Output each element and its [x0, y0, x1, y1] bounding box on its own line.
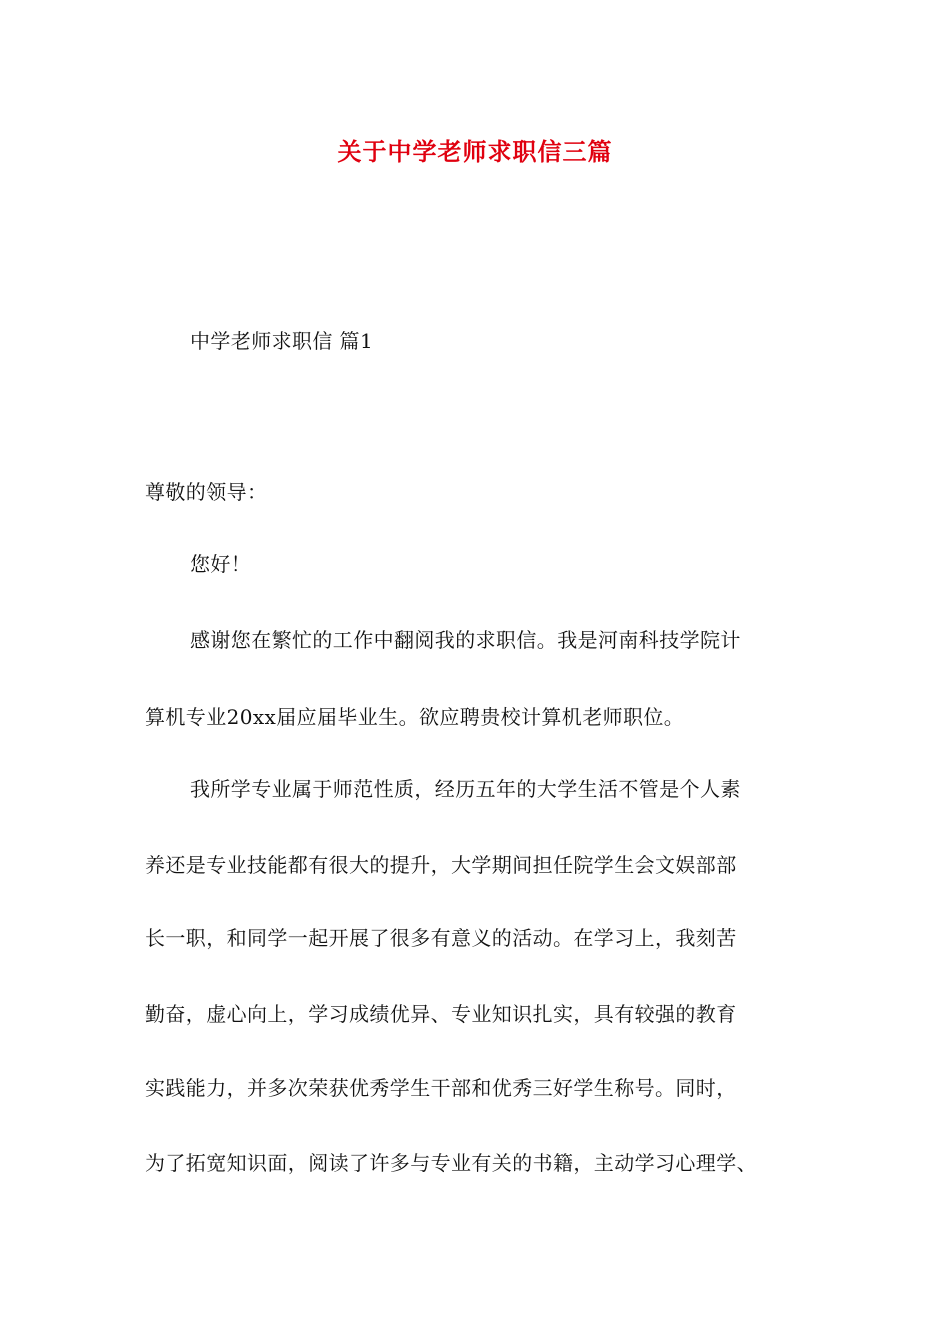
greeting: 您好！	[190, 552, 252, 576]
document-title: 关于中学老师求职信三篇	[337, 137, 613, 166]
body-line: 我所学专业属于师范性质，经历五年的大学生活不管是个人素	[190, 777, 741, 801]
body-line: 养还是专业技能都有很大的提升，大学期间担任院学生会文娱部部	[145, 853, 737, 877]
body-line: 算机专业20xx届应届毕业生。欲应聘贵校计算机老师职位。	[145, 705, 685, 729]
body-line: 感谢您在繁忙的工作中翻阅我的求职信。我是河南科技学院计	[190, 628, 741, 652]
section-heading: 中学老师求职信 篇1	[190, 329, 374, 353]
salutation: 尊敬的领导：	[145, 480, 268, 504]
body-line: 长一职，和同学一起开展了很多有意义的活动。在学习上，我刻苦	[145, 926, 737, 950]
body-line: 勤奋，虚心向上，学习成绩优异、专业知识扎实，具有较强的教育	[145, 1002, 737, 1026]
body-line: 为了拓宽知识面，阅读了许多与专业有关的书籍，主动学习心理学、	[145, 1151, 757, 1175]
body-line: 实践能力，并多次荣获优秀学生干部和优秀三好学生称号。同时，	[145, 1076, 737, 1100]
